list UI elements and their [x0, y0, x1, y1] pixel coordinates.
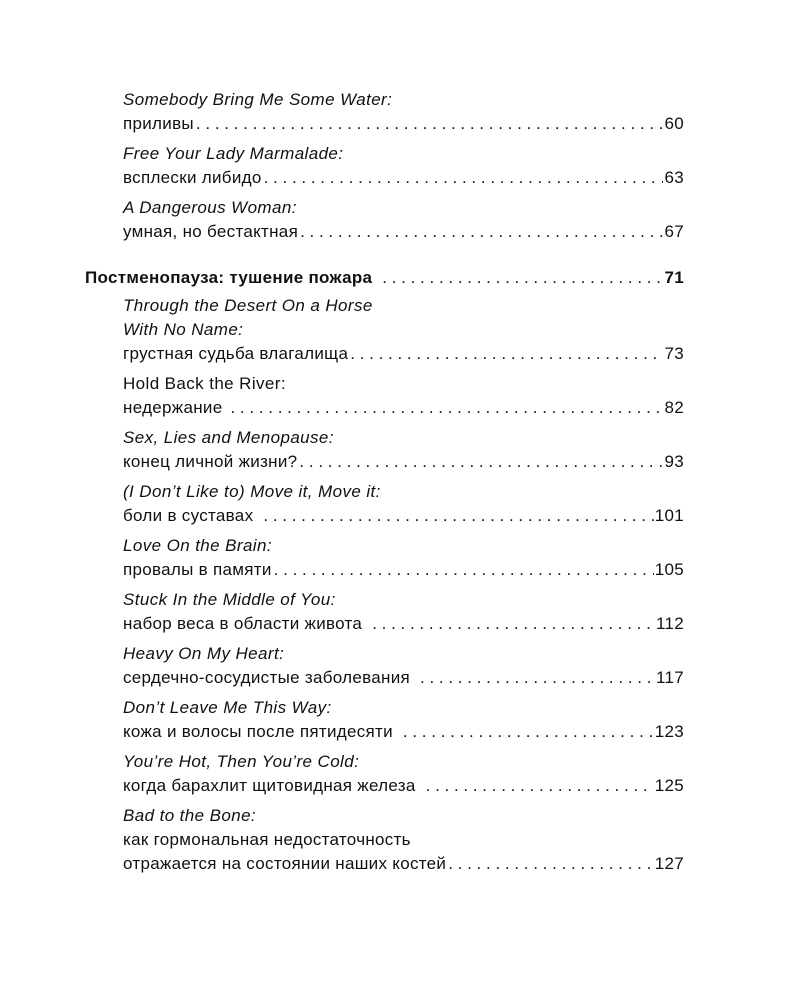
- dot-leader: [298, 220, 663, 244]
- dot-leader: [410, 666, 655, 690]
- toc-entry-subtitle: провалы в памяти: [123, 560, 272, 579]
- toc-entry: [0, 588, 800, 636]
- toc-section-line: [85, 266, 684, 290]
- toc-entry-line: [123, 112, 684, 136]
- toc-page-number: 71: [664, 268, 684, 287]
- toc-entry-line: [123, 396, 684, 420]
- toc-entry-line: [123, 774, 684, 798]
- toc-entry-subtitle-continued: отражается на состоянии наших костей: [123, 854, 447, 873]
- toc-page-number: 73: [664, 344, 684, 363]
- toc-entry-title: (I Don’t Like to) Move it, Move it:: [123, 482, 381, 501]
- toc-entry-subtitle: недержание: [123, 398, 223, 417]
- toc-entry-title: Free Your Lady Marmalade:: [123, 144, 344, 163]
- dot-leader: [297, 450, 663, 474]
- toc-entry-subtitle: набор веса в области живота: [123, 614, 363, 633]
- toc-entry-title: Love On the Brain:: [123, 536, 272, 555]
- toc-entry: [0, 372, 800, 420]
- toc-entry: [0, 88, 800, 136]
- toc-entry: [0, 804, 800, 876]
- table-of-contents: [0, 88, 800, 882]
- toc-entry-subtitle: кожа и волосы после пятидесяти: [123, 722, 393, 741]
- dot-leader: [393, 720, 654, 744]
- toc-entry: [0, 480, 800, 528]
- toc-entry-subtitle: когда барахлит щитовидная железа: [123, 776, 416, 795]
- toc-page-number: 93: [664, 452, 684, 471]
- dot-leader: [416, 774, 654, 798]
- dot-leader: [194, 112, 664, 136]
- toc-entry: [0, 750, 800, 798]
- toc-entry-subtitle: всплески либидо: [123, 168, 262, 187]
- toc-entry-title: Stuck In the Middle of You:: [123, 590, 336, 609]
- toc-entry-title: Bad to the Bone:: [123, 806, 257, 825]
- toc-entry-line: [123, 612, 684, 636]
- toc-page-number: 117: [655, 668, 684, 687]
- dot-leader: [253, 504, 653, 528]
- dot-leader: [262, 166, 664, 190]
- toc-page-number: 60: [664, 114, 684, 133]
- dot-leader: [362, 612, 655, 636]
- toc-entry-subtitle: как гормональная недостаточность: [123, 830, 411, 849]
- toc-entry-line: [123, 720, 684, 744]
- toc-entry-title: Hold Back the River:: [123, 374, 286, 393]
- dot-leader: [372, 266, 663, 290]
- toc-entry: [0, 142, 800, 190]
- toc-page-number: 63: [664, 168, 684, 187]
- toc-entry-line: [123, 450, 684, 474]
- toc-entry-subtitle: грустная судьба влагалища: [123, 344, 349, 363]
- toc-entry-subtitle: сердечно-сосудистые заболевания: [123, 668, 410, 687]
- toc-entry-line: [123, 852, 684, 876]
- toc-entry-title: You’re Hot, Then You’re Cold:: [123, 752, 360, 771]
- toc-entry: [0, 534, 800, 582]
- toc-page-number: 82: [664, 398, 684, 417]
- toc-entry-title: A Dangerous Woman:: [123, 198, 297, 217]
- toc-entry: [0, 426, 800, 474]
- toc-entry-title: Through the Desert On a Horse: [123, 296, 373, 315]
- toc-entry: [0, 196, 800, 244]
- dot-leader: [272, 558, 654, 582]
- dot-leader: [348, 342, 663, 366]
- dot-leader: [222, 396, 663, 420]
- toc-entry-subtitle: приливы: [123, 114, 194, 133]
- toc-page-number: 127: [654, 854, 684, 873]
- toc-page-number: 112: [655, 614, 684, 633]
- toc-entry: [0, 294, 800, 366]
- toc-entry-title: Heavy On My Heart:: [123, 644, 285, 663]
- toc-entry-title: Somebody Bring Me Some Water:: [123, 90, 393, 109]
- toc-entry-title: Don’t Leave Me This Way:: [123, 698, 332, 717]
- toc-entry-line: [123, 558, 684, 582]
- toc-entry-line: [123, 342, 684, 366]
- toc-section-heading: [0, 266, 800, 290]
- toc-page-number: 101: [654, 506, 684, 525]
- toc-entry-line: [123, 220, 684, 244]
- toc-entry-title-continued: With No Name:: [123, 320, 244, 339]
- toc-section-title: Постменопауза: тушение пожара: [85, 268, 373, 287]
- dot-leader: [446, 852, 654, 876]
- toc-page-number: 67: [664, 222, 684, 241]
- toc-entry-title: Sex, Lies and Menopause:: [123, 428, 334, 447]
- toc-entry-line: [123, 166, 684, 190]
- toc-page-number: 123: [654, 722, 684, 741]
- toc-entry-subtitle: конец личной жизни?: [123, 452, 298, 471]
- toc-entry: [0, 696, 800, 744]
- toc-entry-line: [123, 666, 684, 690]
- toc-entry-subtitle: умная, но бестактная: [123, 222, 299, 241]
- toc-page-number: 105: [654, 560, 684, 579]
- toc-entry: [0, 642, 800, 690]
- toc-entry-line: [123, 504, 684, 528]
- toc-entry-subtitle: боли в суставах: [123, 506, 254, 525]
- toc-entry-subtitle-first-line: [123, 828, 684, 852]
- toc-page-number: 125: [654, 776, 684, 795]
